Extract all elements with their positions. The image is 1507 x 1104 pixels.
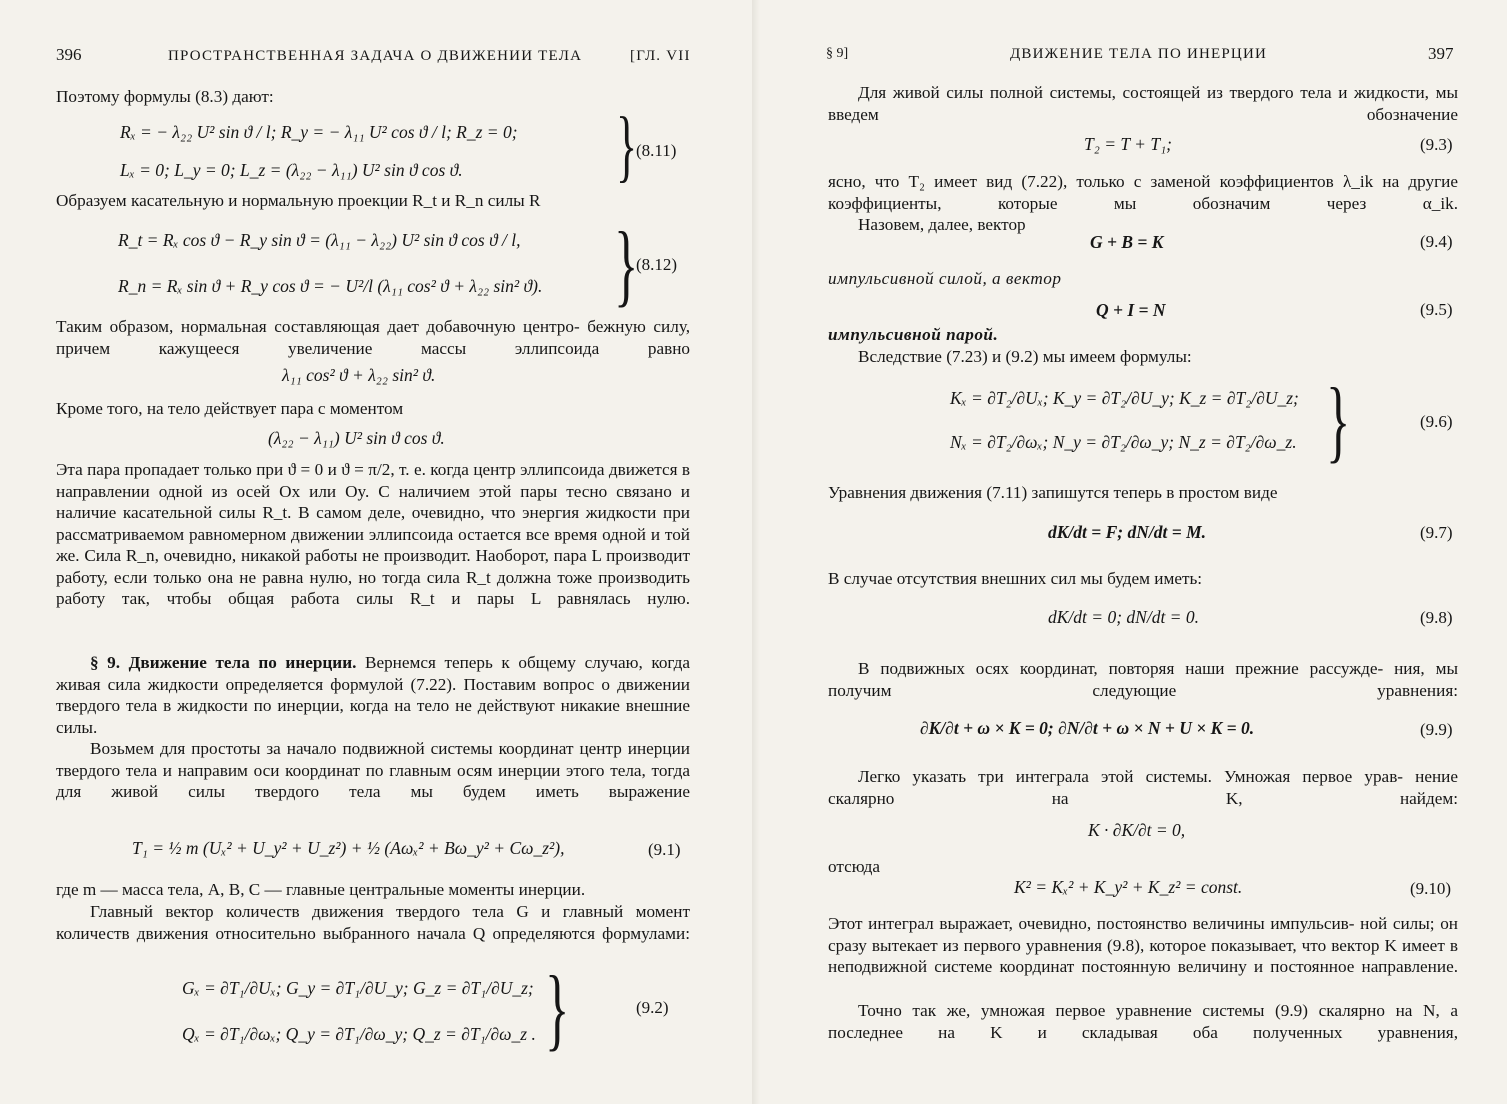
equation-number: (8.12) [636,255,678,274]
equation-9-9: ∂K/∂t + ω × K = 0; ∂N/∂t + ω × N + U × K = 0. [920,718,1255,738]
equation-9-3: T₂ = T + T₁; [1084,134,1172,154]
equation-number: (9.1) [648,840,681,859]
equation-8-12-line2: R_n = Rₓ sin ϑ + R_y cos ϑ = − U²/l (λ₁₁ cos² ϑ + λ₂₂ sin² ϑ). [118,276,543,296]
equation-number: (9.6) [1420,412,1453,431]
paragraph: Легко указать три интеграла этой системы. Умножая первое урав- нение скалярно на K, найдем: [828,767,1458,808]
equation-number: (9.8) [1420,608,1453,627]
paragraph-text: Вернемся теперь к общему случаю, когда живая сила жидкости определяется формулой (7.22). Поставим вопрос о движении твердого тела в жидкости по инерции, когда на тело не действуют никакие внешние силы. [56,653,690,737]
paragraph: Для живой силы полной системы, состоящей из твердого тела и жидкости, мы введем обозначение [828,83,1458,124]
paragraph: Вследствие (7.23) и (9.2) мы имеем формулы: [858,347,1192,366]
page-number: 397 [1428,44,1454,63]
equation-8-11-line2: Lₓ = 0; L_y = 0; L_z = (λ₂₂ − λ₁₁) U² sin ϑ cos ϑ. [120,160,463,180]
paragraph: импульсивной силой, а вектор [828,269,1062,288]
equation-9-2-line1: Gₓ = ∂T₁/∂Uₓ; G_y = ∂T₁/∂U_y; G_z = ∂T₁/∂U_z; [182,978,534,998]
section-mark: § 9] [826,46,849,61]
paragraph: Главный вектор количеств движения твердого тела G и главный момент количеств движения относительно выбранного начала Q определяются формулами: [56,902,690,943]
equation-9-6-line1: Kₓ = ∂T₂/∂Uₓ; K_y = ∂T₂/∂U_y; K_z = ∂T₂/∂U_z; [950,388,1299,408]
equation-9-7: dK/dt = F; dN/dt = M. [1048,522,1207,542]
paragraph: Эта пара пропадает только при ϑ = 0 и ϑ = π/2, т. е. когда центр эллипсоида движется в направлении одной из осей Ox или Oy. С наличием этой пары тесно связано и наличие касательной силы R_t. В самом деле, очевидно, что энергия жидкости при рассматриваемом равномерном движении эллипсоида остается все время одной и той же. Сила R_n, очевидно, никакой работы не производит. Наоборот, пара L производит работу, если только она не равна нулю, но тогда сила R_t должна тоже производить работу так, чтобы общая работа силы R_t и пары L равнялась нулю. [56,460,690,608]
equation-moment: (λ₂₂ − λ₁₁) U² sin ϑ cos ϑ. [268,428,445,448]
paragraph: Точно так же, умножая первое уравнение системы (9.9) скалярно на N, а последнее на K и складывая оба полученных уравнения, [828,1001,1458,1042]
equation-mass: λ₁₁ cos² ϑ + λ₂₂ sin² ϑ. [282,365,436,385]
brace: } [1326,369,1351,471]
paragraph: ясно, что T₂ имеет вид (7.22), только с заменой коэффициентов λ_ik на другие коэффициенты, которые мы обозначим через α_ik. [828,172,1458,213]
running-head: ПРОСТРАНСТВЕННАЯ ЗАДАЧА О ДВИЖЕНИИ ТЕЛА [168,48,583,64]
equation-9-10: K² = Kₓ² + K_y² + K_z² = const. [1014,877,1243,897]
equation-number: (9.3) [1420,135,1453,154]
paragraph: где m — масса тела, A, B, C — главные центральные моменты инерции. [56,880,586,899]
paragraph: В подвижных осях координат, повторяя наши прежние рассужде- ния, мы получим следующие уравнения: [828,659,1458,700]
equation-9-6-line2: Nₓ = ∂T₂/∂ωₓ; N_y = ∂T₂/∂ω_y; N_z = ∂T₂/∂ω_z. [950,432,1297,452]
equation-9-1: T₁ = ½ m (Uₓ² + U_y² + U_z²) + ½ (Aωₓ² + Bω_y² + Cω_z²), [132,838,565,858]
equation-8-12-line1: R_t = Rₓ cos ϑ − R_y sin ϑ = (λ₁₁ − λ₂₂) U² sin ϑ cos ϑ / l, [118,230,521,250]
equation-9-5: Q + I = N [1096,300,1166,320]
paragraph: Поэтому формулы (8.3) дают: [56,87,274,106]
equation-8-11-line1: Rₓ = − λ₂₂ U² sin ϑ / l; R_y = − λ₁₁ U² cos ϑ / l; R_z = 0; [120,122,518,142]
paragraph: отсюда [828,857,881,876]
paragraph: Назовем, далее, вектор [858,215,1026,234]
paragraph: Уравнения движения (7.11) запишутся теперь в простом виде [828,483,1278,502]
section-paragraph [56,652,690,738]
page-number: 396 [56,45,82,64]
brace: } [545,957,570,1059]
equation-dot: K · ∂K/∂t = 0, [1088,820,1186,840]
paragraph: Образуем касательную и нормальную проекции R_t и R_n силы R [56,191,541,210]
right-page [760,0,1507,1104]
paragraph: Таким образом, нормальная составляющая дает добавочную центро- бежную силу, причем кажущееся увеличение массы эллипсоида равно [56,317,690,358]
paragraph: В случае отсутствия внешних сил мы будем иметь: [828,569,1203,588]
section-title: § 9. Движение тела по инерции. [90,653,357,672]
equation-9-2-line2: Qₓ = ∂T₁/∂ωₓ; Q_y = ∂T₁/∂ω_y; Q_z = ∂T₁/∂ω_z . [182,1024,536,1044]
equation-number: (9.5) [1420,300,1453,319]
equation-number: (9.4) [1420,232,1453,251]
book-spine [752,0,760,1104]
left-page [0,0,752,1104]
equation-number: (8.11) [636,141,677,160]
paragraph: Кроме того, на тело действует пара с моментом [56,399,404,418]
equation-number: (9.9) [1420,720,1453,739]
paragraph: Этот интеграл выражает, очевидно, постоянство величины импульсив- ной силы; он сразу вытекает из первого уравнения (9.8), которое показывает, что вектор K имеет в неподвижной системе координат постоянную величину и постоянное направление. [828,914,1458,976]
running-head: ДВИЖЕНИЕ ТЕЛА ПО ИНЕРЦИИ [1010,46,1268,62]
equation-9-8: dK/dt = 0; dN/dt = 0. [1048,607,1199,627]
equation-9-4: G + B = K [1090,232,1164,252]
chapter-mark: [ГЛ. VII [630,48,691,64]
equation-number: (9.7) [1420,523,1453,542]
equation-number: (9.2) [636,998,669,1017]
paragraph: импульсивной парой. [828,325,999,344]
paragraph: Возьмем для простоты за начало подвижной системы координат центр инерции твердого тела и направим оси координат по главным осям инерции этого тела, тогда для живой силы твердого тела мы будем иметь выражение [56,739,690,801]
brace: } [614,213,639,315]
brace: } [616,102,638,190]
equation-number: (9.10) [1410,879,1452,898]
